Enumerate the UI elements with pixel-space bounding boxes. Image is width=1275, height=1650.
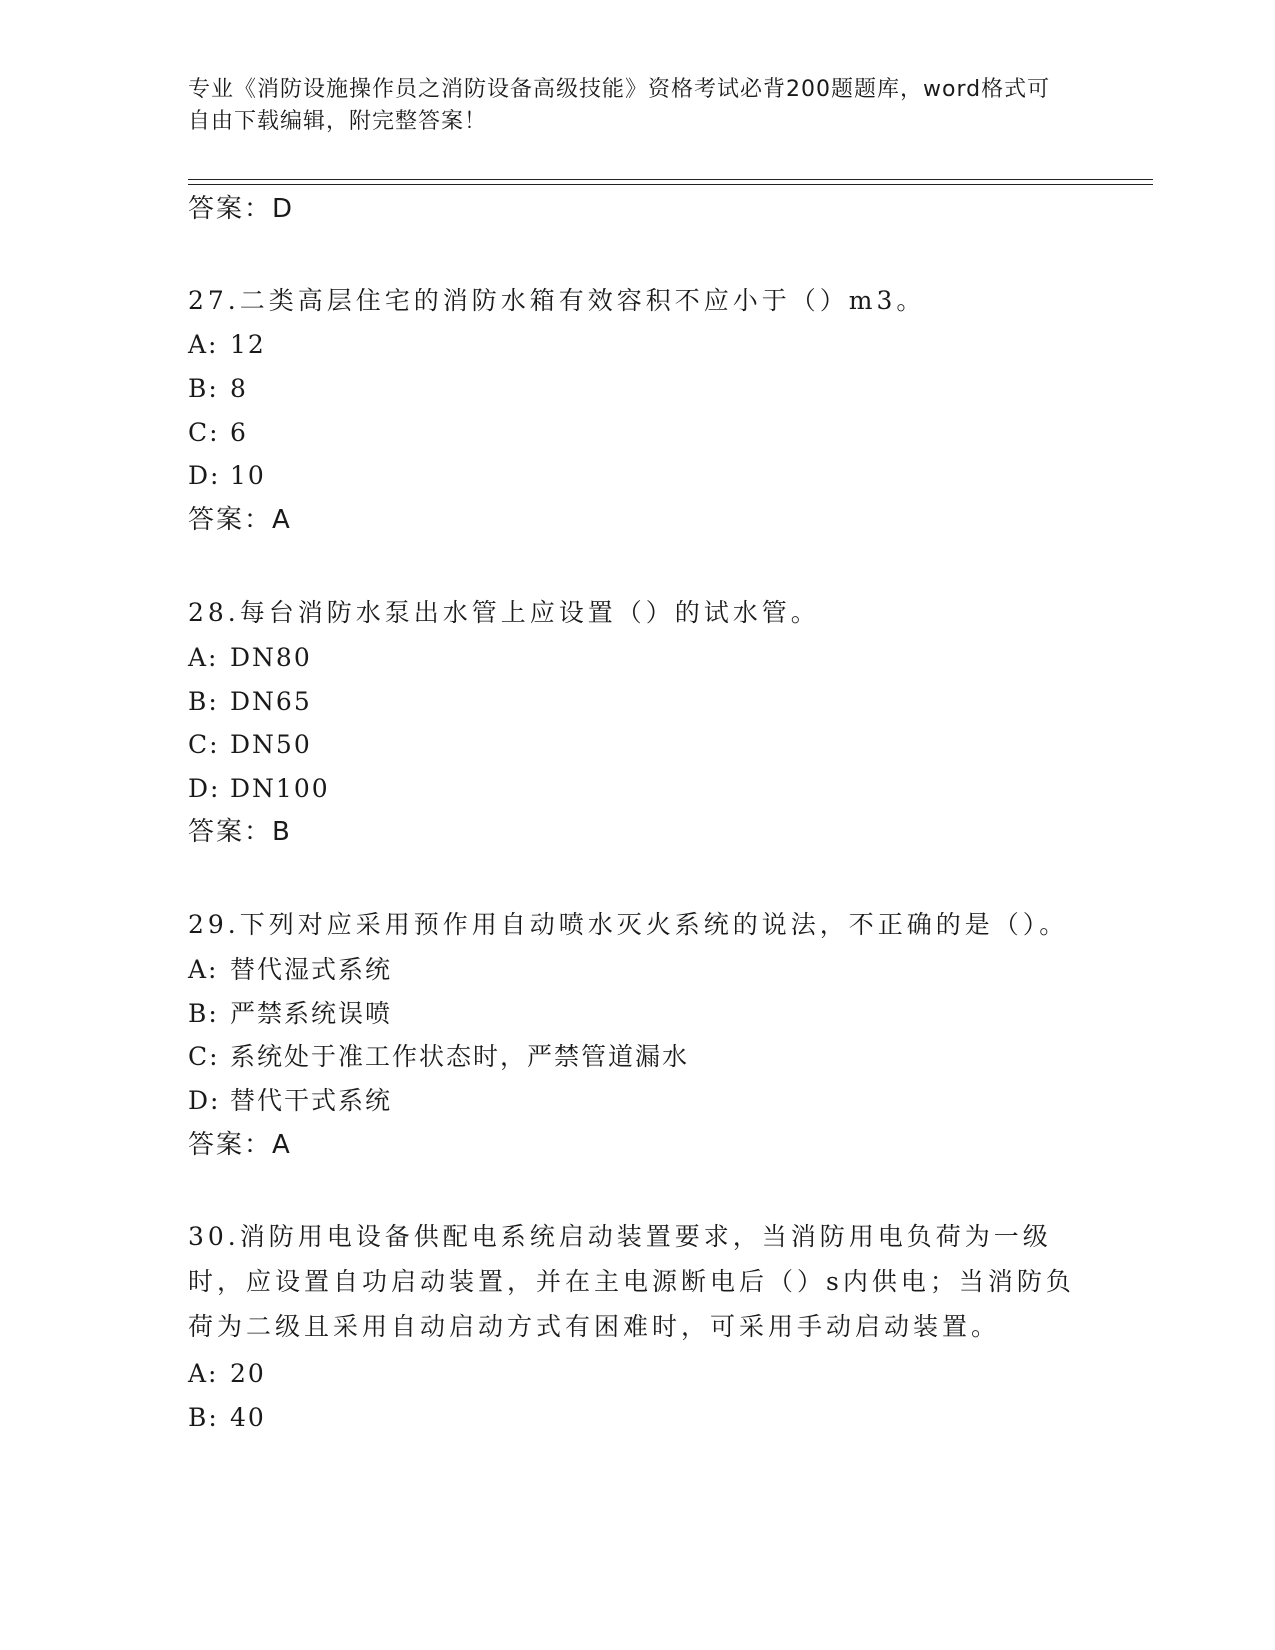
question-29-stem: 29.下列对应采用预作用自动喷水灭火系统的说法，不正确的是（）。 [188,910,1069,939]
header-rule-top [188,179,1153,180]
option-label: A: [188,1359,219,1388]
option-label: D: [188,774,221,803]
question-28-stem: 28.每台消防水泵出水管上应设置（）的试水管。 [188,598,820,627]
question-29-answer: 答案：A [188,1130,292,1160]
option-text: 40 [230,1403,266,1432]
option-label: C: [188,418,220,447]
question-30-option-b [188,1401,266,1435]
answer-previous: 答案：D [188,194,295,224]
option-label: D: [188,461,221,490]
question-27-option-a [188,328,266,362]
option-text: 10 [230,461,266,490]
option-label: B: [188,1403,219,1432]
question-28-option-b [188,685,312,719]
option-text: 替代湿式系统 [230,955,393,984]
question-28-answer: 答案：B [188,817,292,847]
option-label: A: [188,330,219,359]
option-text: 12 [230,330,266,359]
question-28-option-d [188,772,330,806]
option-text: DN80 [230,643,312,672]
option-text: DN65 [230,687,312,716]
question-27-stem: 27.二类高层住宅的消防水箱有效容积不应小于（）m3。 [188,286,926,315]
option-text: 6 [230,418,248,447]
option-label: B: [188,999,219,1028]
header-rule-bottom [188,184,1153,185]
option-text: 20 [230,1359,266,1388]
option-text: DN50 [230,730,312,759]
question-30-option-a [188,1357,266,1391]
question-29-option-b [188,997,392,1031]
question-30-stem: 30.消防用电设备供配电系统启动装置要求，当消防用电负荷为一级时，应设置自功启动装置，并在主电源断电后（）s内供电；当消防负荷为二级且采用自动启动方式有困难时，可采用手动启动装置。 [188,1222,1075,1341]
question-28-option-c [188,728,312,762]
question-27-answer: 答案：A [188,505,292,535]
question-28-option-a [188,641,312,675]
question-29-option-c [188,1040,689,1074]
option-label: A: [188,955,219,984]
option-label: B: [188,374,219,403]
document-header: 专业《消防设施操作员之消防设备高级技能》资格考试必背200题题库，word格式可自由下载编辑，附完整答案！ [188,77,1051,134]
option-label: C: [188,730,220,759]
question-27-option-d [188,459,266,493]
question-27-option-c [188,416,248,450]
option-label: B: [188,687,219,716]
option-text: 8 [230,374,248,403]
option-text: 严禁系统误喷 [230,999,393,1028]
option-text: 替代干式系统 [230,1086,393,1115]
option-label: C: [188,1042,220,1071]
option-label: D: [188,1086,221,1115]
question-29-option-d [188,1084,392,1118]
option-label: A: [188,643,219,672]
option-text: DN100 [230,774,330,803]
question-27-option-b [188,372,248,406]
option-text: 系统处于准工作状态时，严禁管道漏水 [230,1042,690,1071]
question-29-option-a [188,953,392,987]
